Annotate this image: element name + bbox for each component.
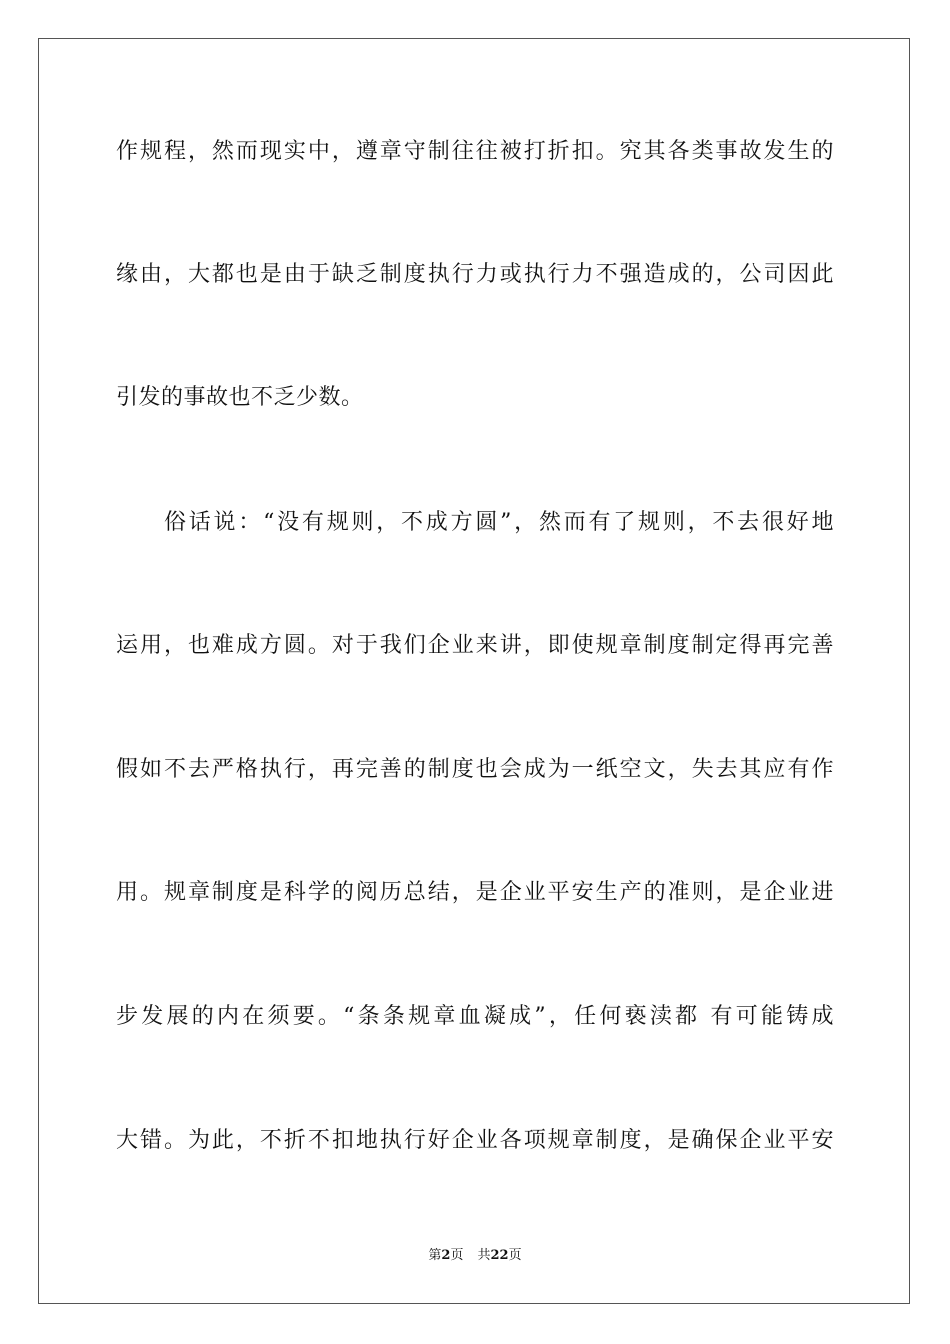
footer-page-number: 2 xyxy=(441,1248,451,1263)
text-line-5: 运用，也难成方圆。对于我们企业来讲，即使规章制度制定得再完善 xyxy=(116,633,834,658)
text-line-1: 作规程，然而现实中，遵章守制往往被打折扣。究其各类事故发生的 xyxy=(116,139,834,164)
page-border xyxy=(38,38,910,1304)
text-line-4: 俗话说：“没有规则，不成方圆”，然而有了规则，不去很好地 xyxy=(164,510,834,535)
text-line-6: 假如不去严格执行，再完善的制度也会成为一纸空文，失去其应有作 xyxy=(116,757,834,782)
page-footer xyxy=(0,1244,950,1263)
text-line-9: 大错。为此，不折不扣地执行好企业各项规章制度，是确保企业平安 xyxy=(116,1128,834,1153)
text-line-3: 引发的事故也不乏少数。 xyxy=(116,385,364,410)
footer-total-prefix: 共 xyxy=(477,1248,491,1263)
text-line-7: 用。规章制度是科学的阅历总结，是企业平安生产的准则，是企业进 xyxy=(116,880,834,905)
footer-total-suffix: 页 xyxy=(508,1248,522,1263)
footer-page-suffix: 页 xyxy=(450,1248,464,1263)
text-line-8: 步发展的内在须要。“条条规章血凝成”，任何亵渎都 有可能铸成 xyxy=(116,1004,834,1029)
text-line-2: 缘由，大都也是由于缺乏制度执行力或执行力不强造成的，公司因此 xyxy=(116,262,834,287)
footer-total-pages: 22 xyxy=(490,1248,509,1263)
footer-page-prefix: 第 xyxy=(428,1248,442,1263)
